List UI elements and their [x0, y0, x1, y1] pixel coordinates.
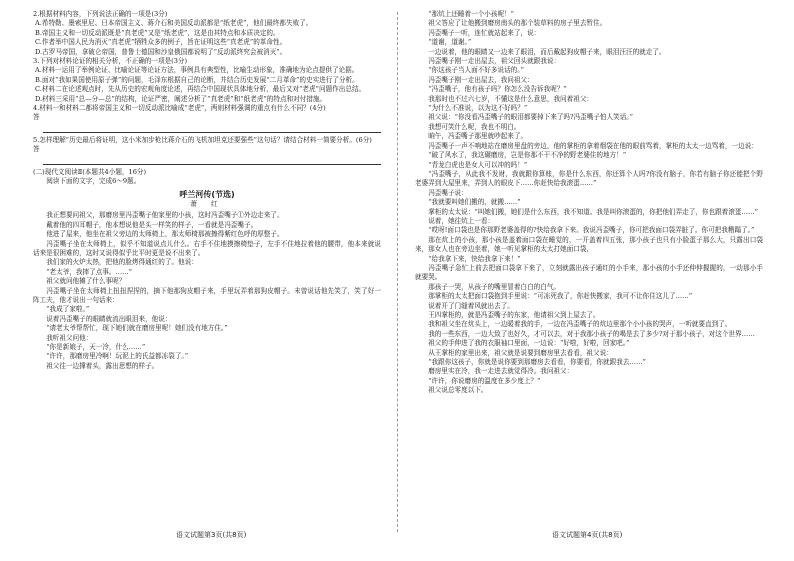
passage-paragraph: 说着冯歪嘴子的眼睛就流出眼泪来，他说：: [46, 314, 172, 323]
passage-paragraph: “青龙白虎也是女人可以冲的吗！”: [428, 160, 528, 169]
passage-paragraph: 祖父往一边撑着头，露出思想的样子。: [46, 361, 159, 370]
passage-paragraph: 我正想要问祖父，那磨房里冯歪嘴子他家里的小孩，这时冯歪嘴子①外边走来了。: [46, 211, 284, 220]
reading-instruction: 阅读下面的文字，完成6～9题。: [46, 177, 141, 186]
passage-paragraph: “我成了家啦。”: [46, 305, 90, 314]
q2-option-d: D.古罗马帝国，拿破仑帝国，普鲁士德国和沙皇俄国都说明了“反动派终究会被消灭”。: [35, 47, 287, 56]
passage-paragraph: 一边说着，他的眼睛又一边来了眼泪，而后戴起狗皮帽子来，眼泪汪汪的就走了。: [428, 47, 666, 56]
passage-paragraph: 冯歪嘴子说：: [428, 188, 468, 197]
passage-paragraph: “许许，那磨房里冷啊！玩泥上的氏益都冻裂了。”: [46, 352, 189, 361]
q3-option-d: D.材料三采用“总—分—总”的结构，论证严密，阐述分析了“真老虎”和“纸老虎”的特点和对付措施。: [35, 94, 327, 103]
passage-paragraph: 我们家的火炉太热，把他的脸烤得通红的了。他说：: [46, 258, 198, 267]
answer-line: [43, 156, 381, 165]
passage-paragraph: 冯歪嘴子刚一走出屋去，我问祖父：: [428, 75, 534, 84]
passage-paragraph: 祖父说总零度以下。: [428, 386, 488, 395]
passage-paragraph: 戴着他的四耳帽子，他本想说他是头一样笑的样子，一看就是冯歪嘴子。: [46, 220, 258, 229]
page-footer-right: 语文试题第4页(共8页): [552, 531, 623, 539]
question-5: 5.怎样理解“历史最后将证明，这小米加步枪比蒋介石的飞机加坦克还要强些”这句话？请结合材料一简要分析。(6分): [33, 135, 372, 144]
q3-option-b: B.面对“我如果国使用原子弹”的问题，毛泽东根据自己的论断，并结合历史发展“二月革命”的史实进行了分析。: [35, 75, 359, 84]
passage-paragraph: 冯歪嘴子坐在太师椅上扭扭捏捏的，摘下他那狗皮帽子来，手里玩弄着那狗皮帽子。未曾说话他先笑了，笑了好一阵工夫，他才说出一句话来：: [33, 286, 381, 304]
passage-paragraph: 从王掌柜的家里出来，祖父就是说要到磨房里去看看，祖父说：: [428, 348, 613, 357]
passage-paragraph: “那炕上还睡着一个小孩呢！”: [428, 10, 515, 18]
q4-answer-area: [33, 113, 381, 132]
q2-option-b: B.帝国主义和一切反动派既是“真老虎”又是“纸老虎”，这是由其特点和本质决定的。: [35, 28, 280, 37]
passage-paragraph: 磨房里实在冷，我一走进去就觉得冷。我问祖父：: [428, 367, 574, 376]
passage-paragraph: 祖父就问他摊了什么事呢？: [46, 277, 126, 286]
passage-paragraph: 冯歪嘴子坐在太师椅上，似乎不知道说点儿什么。右手不住地摸擦椅垫子，左手不住地拉着他的腰带，他本来就说话来是很困难的，这时又说得似乎比平时更是说不出来了。: [33, 239, 381, 257]
passage-author: 萧 红: [190, 199, 224, 208]
right-column: [415, 10, 763, 396]
passage-paragraph: 那在炕上的小孩，那小孩是盖着面口袋在睡觉的，一开盖着四五张，那小孩子也只有小脸蛋子那么大，只露出口袋来，那女人也在旁边坐着，她一听见掌柜的太太打她面口袋，: [415, 235, 763, 254]
passage-paragraph: “我跟你这孩子，你就是说你要到那磨房去看看，你要看，你就跟我去……”: [428, 358, 646, 367]
passage-paragraph: 冯歪嘴子刚一走出屋去，祖父回头就跟我说：: [428, 57, 561, 66]
passage-paragraph: 他进了屋来，他坐在祖父旁边的太师椅上，那太师椅那被擦得紫红色呼的厚整子。: [46, 230, 284, 239]
q5-answer-label: 答: [33, 145, 40, 154]
passage-paragraph: 说着开了门缝着风就出去了。: [428, 301, 514, 310]
passage-paragraph: “冯歪嘴子，从此我不发财，我就跟你算账，你是什么东西，你还算个人吗?你没有脑子，你若有脑子你还能把个野老婆弄到大屋里来，弄到人的眼皮下……你赶快给我滚蛋……”: [415, 169, 763, 188]
q4-answer-label: 答: [33, 113, 40, 122]
passage-paragraph: 掌柜的太太说：“叫她们搬，她们是什么东西，我不知道。我是叫你滚蛋的，你把他们弄走了，你也跟着滚蛋……”: [428, 207, 759, 216]
passage-paragraph: 说着，她往炕上一看：: [428, 216, 495, 225]
passage-paragraph: 祖父说：“你没看冯歪嘴子的眼泪都要掉下来了吗?冯歪嘴子怕人笑话。”: [428, 113, 633, 122]
q5-answer-area: [33, 145, 381, 164]
passage-paragraph: “我就要叫她们搬的，就搬……”: [428, 198, 521, 207]
q2-option-a: A.希特勒、墨索里尼、日本帝国主义、蒋介石和美国反动派都是“纸老虎”，他们最终都失败了。: [35, 19, 313, 28]
passage-paragraph: 祖父答应了让他搬到磨房南头的那个装草料的房子里去暂住。: [428, 19, 607, 28]
passage-paragraph: 我听祖父问他：: [46, 333, 93, 342]
q3-option-a: A.材料一运用了举例论证、比喻论证等论证方法，事例具有典型性，比喻生动形象，准确地为论点提供了论据。: [35, 66, 359, 75]
passage-paragraph: “道谢，道谢。”: [428, 38, 472, 47]
passage-paragraph: 我和祖父坐在炕头上，一边暖着我的手，一边在冯歪嘴子的炕边里那个小小孩的哭声，一听就要直到了。: [428, 320, 732, 329]
passage-paragraph: “冯歪嘴子，他有孩子吗？你怎么没告诉我呢？”: [428, 85, 567, 94]
passage-paragraph: 那掌柜的太太把面口袋抱到手里说：“可冻死我了，你赶快搬家，我可不让你住这儿了……”: [428, 292, 693, 301]
passage-paragraph: “请老太爷帮帮忙，现下她们就在磨房里呢！她们没有地方住。”: [46, 324, 228, 333]
passage-paragraph: 冯歪嘴子一听，连忙就站起来了，说：: [428, 28, 541, 37]
passage-paragraph: “哎呀!面口袋也是你那野老婆盖得的?快给我拿下来。我说冯歪嘴子，你可把我面口袋弄脏了。你可把我糟蹋了。”: [428, 226, 755, 235]
passage-paragraph: 冯歪嘴子一声不响地站在磨房里盘的旁边，他的掌柜的拿着烟袋在他的眼前骂着，掌柜的太太一边骂着，一边说：: [428, 141, 758, 150]
passage-paragraph: “许许，你说磨房的温度在多少度上？”: [428, 376, 541, 385]
q2-option-c: C.作者举中国人民为消灭“真老虎”牺牲众多的例子，旨在证明这些“真老虎”的革命性。: [35, 38, 287, 47]
q3-option-c: C.材料二在论述观点时，先从历史的宏观角度论述，再结合中国现状具体地分析，最后又对“老虎”问题作出总结。: [35, 85, 366, 94]
page-footer-left: 语文试题第3页(共8页): [176, 531, 247, 539]
passage-paragraph: 我想可笑什么呢，我也不明白。: [428, 122, 521, 131]
question-2: 2.根据材料内容，下列说法正确的一项是(3分): [33, 10, 168, 18]
passage-paragraph: 那孩子一哭，从孩子的嘴里冒着白白的白气。: [428, 282, 561, 291]
passage-paragraph: 祖父的手伸进了我的衣服袖口里面，一边说：“好啦，好啦，回家吧。”: [428, 339, 630, 348]
answer-line: [43, 124, 381, 133]
question-4: 4.材料一和材料二都将帝国主义和一切反动派比喻成“老虎”，两则材料强调的重点有什么不同？(4分): [33, 104, 326, 113]
passage-paragraph: “为什么不准说，以为这不好吗？”: [428, 104, 528, 113]
passage-paragraph: “给我拿下来，快给我拿下来！”: [428, 254, 521, 263]
left-column: [33, 10, 381, 371]
passage-paragraph: 我那时也不过六七岁，不懂这是什么意思，我问着祖父：: [428, 94, 594, 103]
passage-paragraph: “破了风水了，我这碾磨房，岂是你那不干不净的野老婆住的地方！”: [428, 151, 627, 160]
passage-paragraph: 冯歪嘴子急忙上前去把面口袋拿下来了，立刻就露出孩子通红的小手来，那小孩的小手还伸伸握握的，一动那小手就要哭。: [415, 263, 763, 282]
passage-paragraph: 我的一些东西，一边大致了也好久，才可以去，对于我那小孩子的喝是去了多少?对于那小孩子，对这个世界……: [428, 329, 755, 338]
passage-paragraph: “你这孩子当人面不好多说话的。”: [428, 66, 524, 75]
passage-paragraph: 王四掌柜的，就是冯歪嘴子的东家，他请祖父到上屋去了。: [428, 311, 600, 319]
passage-paragraph: “老太爷，我摔了点事。……”: [46, 267, 133, 276]
passage-paragraph: “你是新娘子，天一冷，什么……”: [46, 343, 146, 351]
section-heading: (二)现代文阅读Ⅱ(本题共4小题，16分): [33, 167, 147, 176]
column-divider: [397, 12, 398, 532]
question-3: 3.下列对材料论证的相关分析，不正确的一项是(3分): [33, 57, 188, 66]
passage-paragraph: 晌午，冯歪嘴子那里就吵起来了。: [428, 132, 528, 141]
passage-title: 呼兰河传(节选): [179, 189, 235, 199]
